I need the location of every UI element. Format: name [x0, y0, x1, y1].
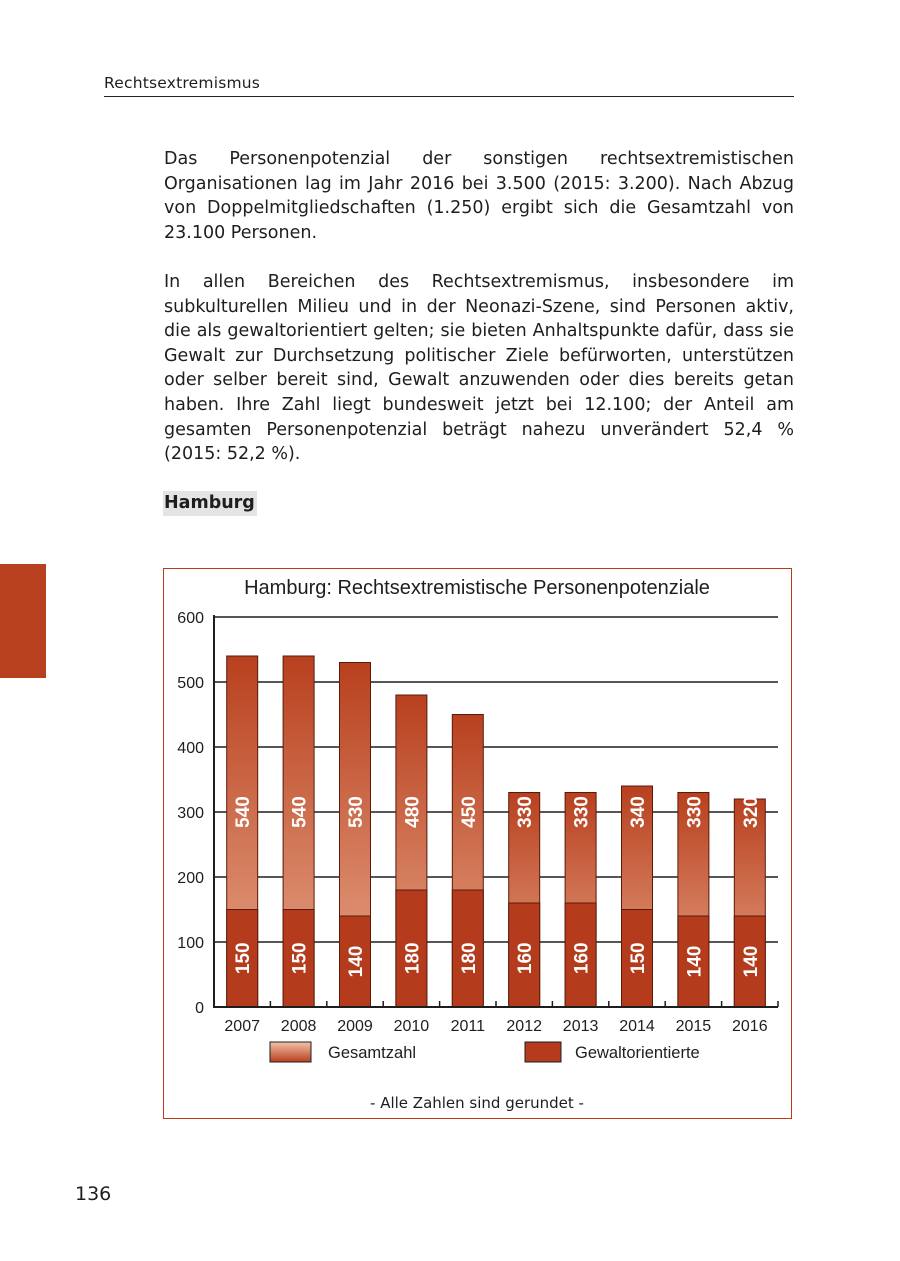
page-number: 136: [75, 1183, 112, 1205]
data-label-gewaltorientierte-2010: 180: [402, 942, 424, 975]
data-label-gewaltorientierte-2015: 140: [684, 945, 706, 978]
data-label-gesamtzahl-2016: 320: [740, 796, 762, 828]
chapter-side-tab: [0, 564, 46, 678]
chart-title: Hamburg: Rechtsextremistische Personenpotenziale: [244, 577, 710, 599]
y-tick-label: 600: [177, 610, 204, 627]
x-tick-label-2016: 2016: [732, 1018, 768, 1035]
section-heading: Hamburg: [163, 491, 257, 516]
data-label-gesamtzahl-2007: 540: [233, 796, 255, 828]
x-tick-label-2012: 2012: [506, 1018, 542, 1035]
data-label-gewaltorientierte-2007: 150: [233, 942, 255, 975]
y-tick-label: 200: [177, 870, 204, 887]
body-paragraph-2: In allen Bereichen des Rechtsextremismus, insbesondere im subkulturellen Milieu und in der Neonazi-Szene, sind Personen aktiv, die als gewaltorientiert gelten; sie bieten Anhaltspunkte dafür, dass sie Gewalt zur Durchsetzung politischer Ziele befürworten, unterstützen oder selber bereit sind, Gewalt anzuwenden oder dies bereits getan haben. Ihre Zahl liegt bundesweit jetzt bei 12.100; der Anteil am gesamten Personenpotenzial beträgt nahezu unverändert 52,4 % (2015: 52,2 %).: [164, 272, 794, 465]
data-label-gewaltorientierte-2016: 140: [740, 945, 762, 978]
chart-footnote: - Alle Zahlen sind gerundet -: [370, 1094, 584, 1112]
data-label-gewaltorientierte-2013: 160: [571, 942, 593, 975]
y-tick-label: 0: [195, 1000, 204, 1017]
y-tick-label: 300: [177, 805, 204, 822]
chart-frame: [163, 568, 792, 1119]
x-tick-label-2011: 2011: [450, 1018, 486, 1035]
data-label-gesamtzahl-2011: 450: [458, 796, 480, 828]
x-tick-label-2009: 2009: [337, 1018, 373, 1035]
data-label-gesamtzahl-2012: 330: [515, 796, 537, 828]
x-tick-label-2007: 2007: [224, 1018, 260, 1035]
data-label-gesamtzahl-2013: 330: [571, 796, 593, 828]
data-label-gesamtzahl-2009: 530: [346, 796, 367, 828]
legend-swatch-gesamtzahl: [270, 1042, 311, 1062]
legend-label-gesamtzahl: Gesamtzahl: [328, 1044, 417, 1062]
data-label-gesamtzahl-2010: 480: [402, 796, 424, 828]
body-paragraph-1: Das Personenpotenzial der sonstigen rechtsextremistischen Organisationen lag im Jahr 2016 bei 3.500 (2015: 3.200). Nach Abzug von Doppelmitgliedschaften (1.250) ergibt sich die Gesamtzahl von 23.100 Personen.: [164, 149, 794, 243]
data-label-gesamtzahl-2015: 330: [684, 796, 706, 828]
legend-swatch-gewaltorientierte: [525, 1042, 561, 1062]
data-label-gewaltorientierte-2011: 180: [458, 942, 480, 975]
data-label-gewaltorientierte-2008: 150: [289, 942, 311, 975]
x-tick-label-2015: 2015: [675, 1018, 712, 1035]
x-tick-label-2014: 2014: [619, 1018, 655, 1035]
data-label-gesamtzahl-2008: 540: [289, 796, 311, 828]
bar-chart: [164, 569, 791, 1118]
x-tick-label-2010: 2010: [393, 1018, 430, 1035]
y-tick-label: 500: [177, 675, 204, 692]
data-label-gewaltorientierte-2014: 150: [628, 942, 649, 975]
data-label-gewaltorientierte-2012: 160: [515, 942, 537, 975]
y-tick-label: 400: [177, 740, 204, 757]
data-label-gewaltorientierte-2009: 140: [346, 945, 367, 978]
legend-label-gewaltorientierte: Gewaltorientierte: [575, 1044, 700, 1062]
running-header: Rechtsextremismus: [104, 74, 794, 97]
y-tick-label: 100: [177, 935, 204, 952]
data-label-gesamtzahl-2014: 340: [628, 796, 649, 828]
x-tick-label-2008: 2008: [280, 1018, 317, 1035]
x-tick-label-2013: 2013: [562, 1018, 599, 1035]
